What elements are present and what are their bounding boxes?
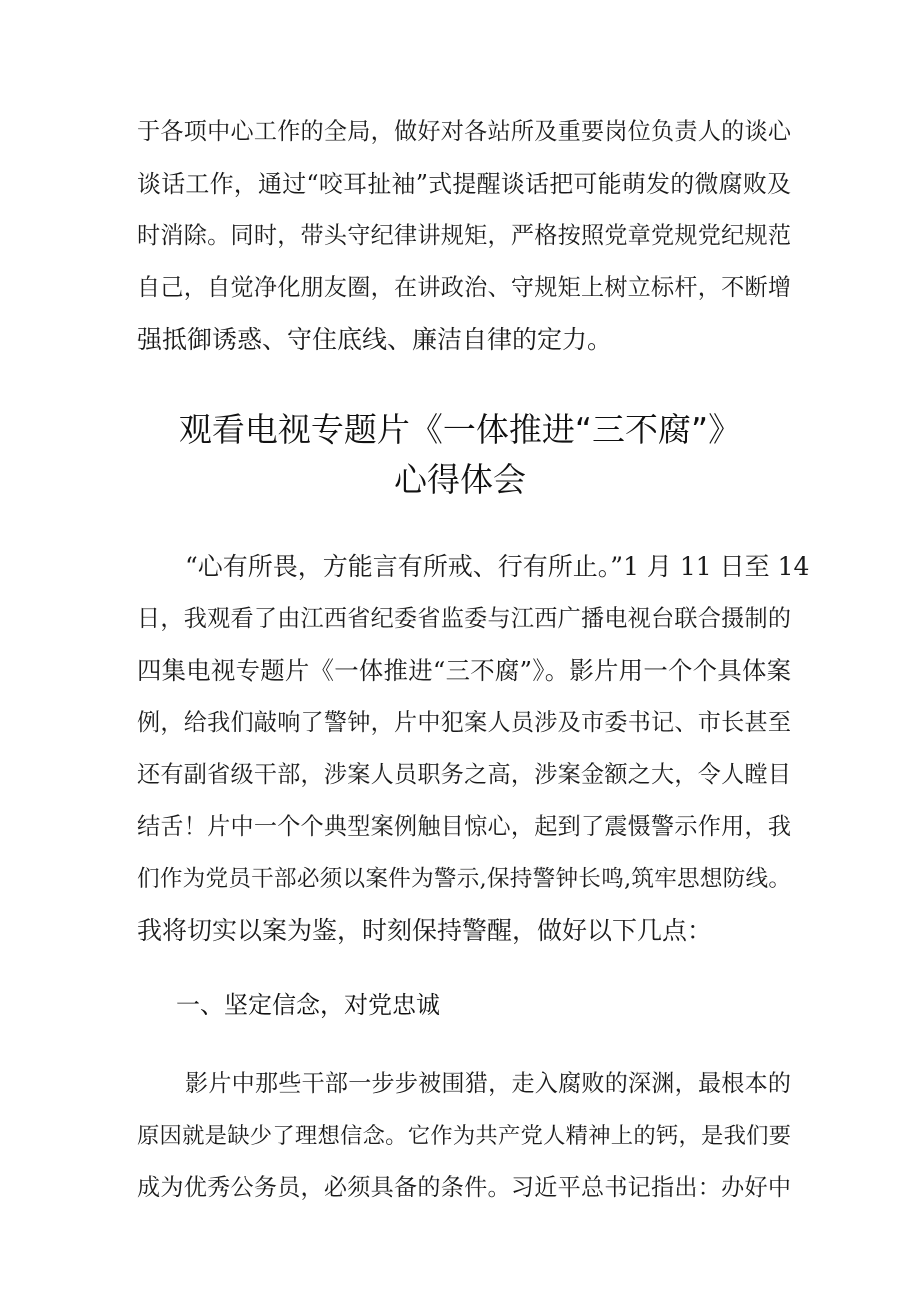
paragraph-line: 日，我观看了由江西省纪委省监委与江西广播电视台联合摄制的 bbox=[137, 606, 791, 632]
paragraph-line: 例，给我们敲响了警钟，片中犯案人员涉及市委书记、市长甚至 bbox=[137, 710, 791, 736]
paragraph-line: 于各项中心工作的全局，做好对各站所及重要岗位负责人的谈心 bbox=[137, 119, 791, 145]
article-title: 观看电视专题片《一体推进“三不腐”》 bbox=[178, 410, 742, 449]
paragraph-line: 成为优秀公务员，必须具备的条件。习近平总书记指出：办好中 bbox=[137, 1175, 791, 1201]
article-title-subline: 心得体会 bbox=[394, 460, 526, 499]
paragraph-line: 我将切实以案为鉴，时刻保持警醒，做好以下几点： bbox=[137, 916, 713, 945]
paragraph-line: 还有副省级干部，涉案人员职务之高，涉案金额之大，令人瞠目 bbox=[137, 762, 791, 788]
paragraph-line: 自己，自觉净化朋友圈，在讲政治、守规矩上树立标杆，不断增 bbox=[137, 275, 791, 301]
paragraph-line: 时消除。同时，带头守纪律讲规矩，严格按照党章党规党纪规范 bbox=[137, 223, 791, 249]
paragraph-line: 四集电视专题片《一体推进“三不腐”》。影片用一个个具体案 bbox=[137, 656, 791, 685]
paragraph-line: 原因就是缺少了理想信念。它作为共产党人精神上的钙，是我们要 bbox=[137, 1123, 791, 1149]
paragraph-line: 们作为党员干部必须以案件为警示,保持警钟长鸣,筑牢思想防线。 bbox=[137, 866, 791, 892]
paragraph-line: “心有所畏，方能言有所戒、行有所止。”1 月 11 日至 14 bbox=[185, 552, 810, 581]
paragraph-line: 强抵御诱惑、守住底线、廉洁自律的定力。 bbox=[137, 325, 613, 354]
paragraph-line: 谈话工作，通过“咬耳扯袖”式提醒谈话把可能萌发的微腐败及 bbox=[137, 170, 791, 198]
section-heading: 一、坚定信念，对党忠诚 bbox=[176, 991, 440, 1019]
paragraph-line: 结舌！片中一个个典型案例触目惊心，起到了震慑警示作用，我 bbox=[137, 814, 791, 840]
paragraph-line: 影片中那些干部一步步被围猎，走入腐败的深渊，最根本的 bbox=[185, 1071, 791, 1097]
